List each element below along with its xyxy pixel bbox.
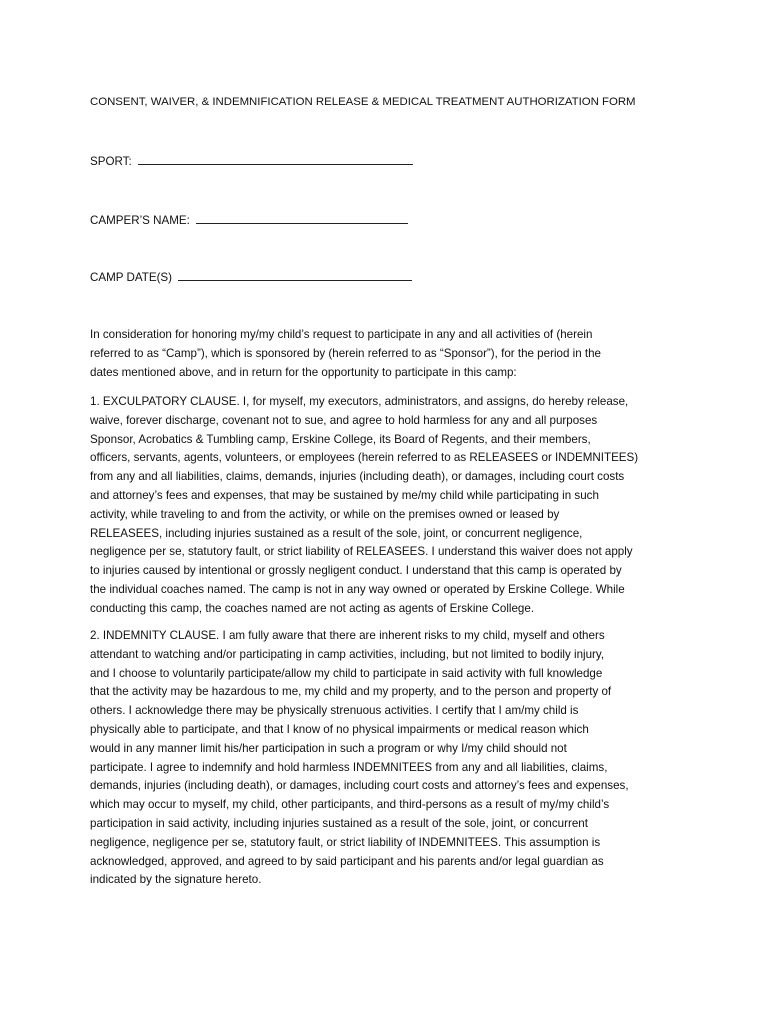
indemnity-line: participate. I agree to indemnify and hold harmless INDEMNITEES from any and all liabilities, claims, bbox=[90, 760, 608, 774]
indemnity-clause-paragraph bbox=[90, 627, 690, 890]
camp-dates-field-row bbox=[90, 269, 412, 286]
indemnity-line: 2. INDEMNITY CLAUSE. I am fully aware that there are inherent risks to my child, myself and others bbox=[90, 629, 605, 642]
exculpatory-line: 1. EXCULPATORY CLAUSE. I, for myself, my executors, administrators, and assigns, do hereby release, bbox=[90, 395, 629, 408]
intro-line: referred to as “Camp”), which is sponsored by (herein referred to as “Sponsor”), for the period in the bbox=[90, 346, 601, 360]
exculpatory-line: from any and all liabilities, claims, demands, injuries (including death), or damages, including court costs bbox=[90, 470, 625, 484]
indemnity-line: would in any manner limit his/her participation in such a program or why I/my child should not bbox=[90, 741, 567, 755]
intro-line: In consideration for honoring my/my child’s request to participate in any and all activities of (herein bbox=[90, 328, 593, 341]
intro-paragraph bbox=[90, 326, 690, 382]
form-title: CONSENT, WAIVER, & INDEMNIFICATION RELEASE & MEDICAL TREATMENT AUTHORIZATION FORM bbox=[90, 96, 636, 108]
exculpatory-line: the individual coaches named. The camp is not in any way owned or operated by Erskine College. While bbox=[90, 582, 625, 596]
indemnity-line: demands, injuries (including death), or damages, including court costs and attorney’s fees and expenses, bbox=[90, 779, 629, 793]
exculpatory-line: officers, servants, agents, volunteers, or employees (herein referred to as RELEASEES or INDEMNITEES) bbox=[90, 451, 639, 465]
exculpatory-line: activity, while traveling to and from the activity, or while on the premises owned or leased by bbox=[90, 507, 560, 521]
exculpatory-line: to injuries caused by intentional or grossly negligent conduct. I understand that this camp is operated by bbox=[90, 564, 622, 578]
camp-dates-input-line[interactable] bbox=[178, 269, 412, 281]
indemnity-line: attendant to watching and/or participating in camp activities, including, but not limited to bodily injury, bbox=[90, 647, 605, 661]
exculpatory-line: negligence per se, statutory fault, or strict liability of RELEASEES. I understand this waiver does not apply bbox=[90, 545, 633, 559]
sport-field-row bbox=[90, 153, 413, 170]
indemnity-line: physically able to participate, and that I know of no physical impairments or medical reason which bbox=[90, 722, 589, 736]
exculpatory-clause-paragraph bbox=[90, 393, 690, 619]
exculpatory-line: Sponsor, Acrobatics & Tumbling camp, Erskine College, its Board of Regents, and their members, bbox=[90, 432, 591, 446]
indemnity-line: that the activity may be hazardous to me, my child and my property, and to the person and property of bbox=[90, 685, 612, 699]
exculpatory-line: and attorney’s fees and expenses, that may be sustained by me/my child while participating in such bbox=[90, 488, 599, 502]
indemnity-line: and I choose to voluntarily participate/allow my child to participate in said activity with full knowledge bbox=[90, 666, 603, 680]
sport-input-line[interactable] bbox=[138, 153, 413, 165]
sport-label: SPORT: bbox=[90, 155, 132, 168]
indemnity-line: which may occur to myself, my child, other participants, and third-persons as a result of my/my child’s bbox=[90, 798, 610, 812]
camper-name-field-row bbox=[90, 212, 408, 229]
indemnity-line: acknowledged, approved, and agreed to by said participant and his parents and/or legal guardian as bbox=[90, 854, 604, 868]
indemnity-line: indicated by the signature hereto. bbox=[90, 873, 262, 887]
camp-dates-label: CAMP DATE(S) bbox=[90, 271, 173, 284]
camper-name-label: CAMPER’S NAME: bbox=[90, 214, 190, 227]
exculpatory-line: waive, forever discharge, covenant not to sue, and agree to hold harmless for any and all purposes bbox=[90, 413, 598, 427]
indemnity-line: participation in said activity, including injuries sustained as a result of the sole, joint, or concurrent bbox=[90, 816, 588, 830]
intro-line: dates mentioned above, and in return for the opportunity to participate in this camp: bbox=[90, 365, 517, 379]
exculpatory-line: RELEASEES, including injuries sustained as a result of the sole, joint, or concurrent negligence, bbox=[90, 526, 583, 540]
document-page bbox=[90, 0, 690, 1024]
camper-name-input-line[interactable] bbox=[196, 212, 408, 224]
indemnity-line: others. I acknowledge there may be physically strenuous activities. I certify that I am/my child is bbox=[90, 704, 579, 718]
exculpatory-line: conducting this camp, the coaches named are not acting as agents of Erskine College. bbox=[90, 601, 535, 615]
indemnity-line: negligence, negligence per se, statutory fault, or strict liability of INDEMNITEES. This assumption is bbox=[90, 835, 601, 849]
